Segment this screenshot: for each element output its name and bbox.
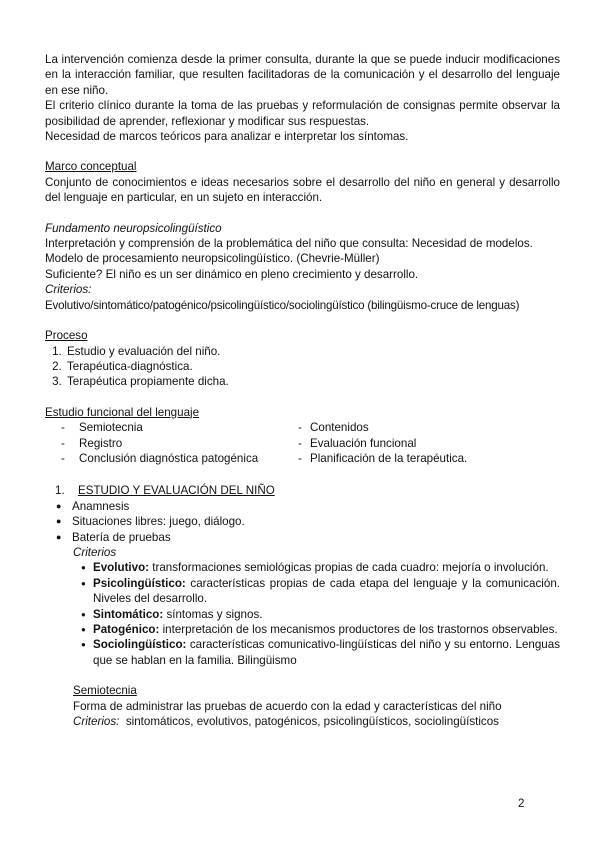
bullet-label: Batería de pruebas [72,530,171,544]
criterios-list [45,560,560,668]
fundamento-line: Interpretación y comprensión de la problemática del niño que consulta: Necesidad de modelos. [45,237,533,251]
funcional-item [61,451,298,466]
fundamento-line: Suficiente? El niño es un ser dinámico en pleno crecimiento y desarrollo. [45,267,419,281]
funcional-item-label: Contenidos [310,421,369,435]
bullet-label: Situaciones libres: juego, diálogo. [72,515,245,529]
criterio-text: características propias de cada etapa del lenguaje y la comunicación. Niveles del desarrollo. [93,576,560,606]
criterio-term: Psicolingüístico: [93,576,186,590]
semiotecnia-heading: Semiotecnia [73,684,137,698]
funcional-item [61,420,298,435]
intro-paragraph-3: Necesidad de marcos teóricos para analizar e interpretar los síntomas. [45,130,409,144]
funcional-heading: Estudio funcional del lenguaje [45,405,200,419]
funcional-item-label: Planificación de la terapéutica. [310,451,468,465]
funcional-left-column [45,420,298,466]
funcional-right-column [298,420,467,466]
bullet-icon: ● [81,563,86,573]
dash-marker: - [298,436,302,450]
bullet-icon: ● [56,516,62,527]
fundamento-criterios-text: Evolutivo/sintomático/patogénico/psicolingüístico/sociolingüístico (bilingüismo-cruce de lenguas) [45,298,520,312]
bullet-icon: ● [81,578,86,588]
intro-paragraph-1: La intervención comienza desde la primer consulta, durante la que se puede inducir modificaciones en la interacción familiar, que resulten facilitadoras de la comunicación y el desarrollo del lenguaje en ese niño. [45,53,560,97]
intro-paragraph-2: El criterio clínico durante la toma de las pruebas y reformulación de consignas permite observar la posibilidad de aprender, reflexionar y modificar sus respuestas. [45,99,560,128]
proceso-item: 3. Terapéutica propiamente dicha. [65,374,560,389]
funcional-item-label: Evaluación funcional [310,436,417,450]
funcional-item-label: Semiotecnia [79,421,143,435]
funcional-item [298,451,467,466]
funcional-item [298,420,467,435]
proceso-heading: Proceso [45,329,88,343]
criterio-text: síntomas y signos. [166,607,263,621]
criterio-term: Patogénico: [93,623,160,636]
fundamento-criterios-label: Criterios: [45,283,92,297]
criterio-text: transformaciones semiológicas propias de cada cuadro: mejoría o involución. [152,561,549,575]
bullet-item [56,514,560,529]
dash-marker: - [61,421,65,435]
funcional-item [61,436,298,451]
proceso-item: 2. Terapéutica-diagnóstica. [65,359,560,374]
criterio-item [81,560,560,575]
dash-marker: - [61,436,65,450]
criterio-text: características comunicativo-lingüísticas del niño y su entorno. Lenguas que se hablan en la familia. Bilingüismo [93,638,560,667]
bullet-item [56,530,560,545]
semiotecnia-criterios-label: Criterios: [73,715,120,729]
criterio-text: interpretación de los mecanismos productores de los trastornos observables. [162,623,558,636]
funcional-table [45,420,560,466]
semiotecnia-criterios [73,714,560,729]
dash-marker: - [298,421,302,435]
document-page [45,52,560,729]
marco-text: Conjunto de conocimientos e ideas necesarios sobre el desarrollo del niño en general y desarrollo del lenguaje en particular, en un sujeto en interacción. [45,175,560,205]
criterio-item [81,607,560,622]
funcional-item-label: Conclusión diagnóstica patogénica [79,451,259,465]
bullet-label: Anamnesis [72,499,130,513]
section-1-heading [45,483,560,498]
bullet-item [56,499,560,514]
semiotecnia-text: Forma de administrar las pruebas de acuerdo con la edad y características del niño [73,699,502,713]
criterios-label: Criterios [73,545,117,559]
bullet-icon: ● [81,609,86,619]
section-1-bullets [45,499,560,545]
bullet-icon: ● [56,531,62,542]
dash-marker: - [61,451,65,465]
proceso-list [45,344,560,390]
dash-marker: - [298,451,302,465]
fundamento-line: Modelo de procesamiento neuropsicolingüístico. (Chevrie-Müller) [45,252,380,266]
marco-heading: Marco conceptual [45,160,137,174]
criterio-term: Evolutivo: [93,561,150,575]
bullet-icon: ● [56,500,62,511]
criterio-term: Sociolingüístico: [93,638,187,652]
proceso-item: 1. Estudio y evaluación del niño. [65,344,560,359]
criterio-term: Sintomático: [93,607,164,621]
bullet-icon: ● [81,625,86,634]
section-title: ESTUDIO Y EVALUACIÓN DEL NIÑO [78,484,275,498]
semiotecnia-section [45,683,560,729]
page-number: 2 [518,797,525,810]
funcional-item-label: Registro [79,436,123,450]
bullet-icon: ● [81,640,86,650]
fundamento-heading: Fundamento neuropsicolingüístico [45,221,222,235]
section-number: 1. [55,484,65,498]
funcional-item [298,436,467,451]
criterio-item [81,576,560,607]
criterio-item [81,637,560,668]
criterio-item [81,622,560,637]
semiotecnia-criterios-text: sintomáticos, evolutivos, patogénicos, psicolingüísticos, sociolingüísticos [125,715,499,729]
